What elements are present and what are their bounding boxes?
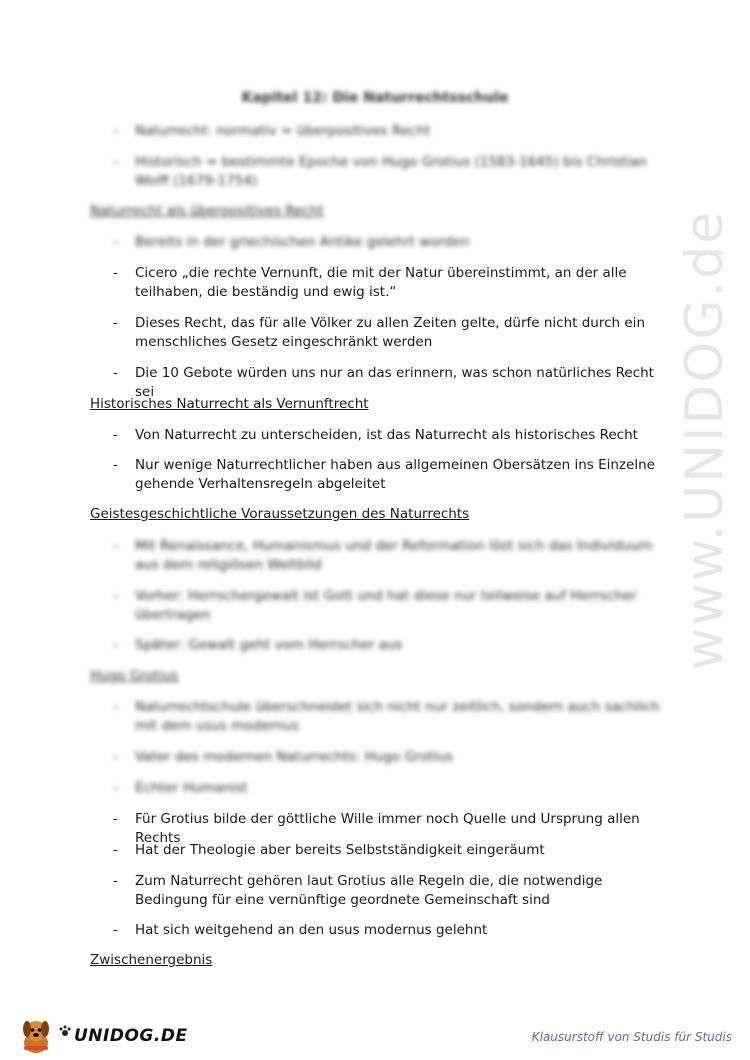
unidog-logo xyxy=(14,1016,188,1056)
list-item: - Vater des modernen Naturrechts: Hugo Grotius xyxy=(113,749,454,765)
list-item: - Naturrecht: normativ = überpositives Recht xyxy=(113,123,431,139)
footer-tagline: Klausurstoff von Studis für Studis xyxy=(531,1030,732,1044)
section-heading: Geistesgeschichtliche Voraussetzungen des Naturrechts xyxy=(90,506,470,522)
list-item: - Nur wenige Naturrechtlicher haben aus allgemeinen Obersätzen ins Einzelne gehende Verhaltensregeln abgeleitet xyxy=(113,457,655,492)
dog-mascot-icon xyxy=(14,1016,58,1056)
list-item: - Die 10 Gebote würden uns nur an das erinnern, was schon natürliches Recht sei xyxy=(113,365,654,400)
list-item: - Bereits in der griechischen Antike gelehrt worden xyxy=(113,234,470,250)
list-item: - Echter Humanist xyxy=(113,780,248,796)
list-item: - Vorher: Herrschergewalt ist Gott und hat diese nur teilweise auf Herrscher übertragen xyxy=(113,588,637,623)
list-item: - Cicero „die rechte Vernunft, die mit der Natur übereinstimmt, an der alle teilhaben, die beständig und ewig ist.“ xyxy=(113,265,627,300)
list-item: - Dieses Recht, das für alle Völker zu allen Zeiten gelte, dürfe nicht durch ein menschliches Gesetz eingeschränkt werden xyxy=(113,315,645,350)
list-item: - Zum Naturrecht gehören laut Grotius alle Regeln die, die notwendige Bedingung für eine vernünftige geordnete Gemeinschaft sind xyxy=(113,873,603,908)
logo-text: UNIDOG.DE xyxy=(74,1026,188,1046)
list-item: - Hat der Theologie aber bereits Selbstständigkeit eingeräumt xyxy=(113,842,545,858)
page-title: Kapitel 12: Die Naturrechtsschule xyxy=(241,90,509,106)
list-item: - Naturrechtschule überschneidet sich nicht nur zeitlich, sondern auch sachlich mit dem usus modernus xyxy=(113,699,660,734)
section-heading: Naturrecht als überpositives Recht xyxy=(90,203,324,219)
paw-icon xyxy=(58,1024,72,1038)
section-heading: Historisches Naturrecht als Vernunftrecht xyxy=(90,396,369,412)
list-item: - Hat sich weitgehend an den usus modernus gelehnt xyxy=(113,922,488,938)
list-item: - Mit Renaissance, Humanismus und der Reformation löst sich das Individuum aus dem religiösen Weltbild xyxy=(113,538,653,573)
list-item: - Für Grotius bilde der göttliche Wille immer noch Quelle und Ursprung allen Rechts xyxy=(113,811,640,846)
watermark: www.UNIDOG.de xyxy=(675,209,735,671)
list-item: - Historisch = bestimmte Epoche von Hugo Grotius (1583-1645) bis Christian Wolff (1679-1754) xyxy=(113,154,647,189)
list-item: - Später: Gewalt geht vom Herrscher aus xyxy=(113,637,403,653)
section-heading: Zwischenergebnis xyxy=(90,952,213,968)
section-heading: Hugo Grotius xyxy=(90,668,179,684)
list-item: - Von Naturrecht zu unterscheiden, ist das Naturrecht als historisches Recht xyxy=(113,427,638,443)
